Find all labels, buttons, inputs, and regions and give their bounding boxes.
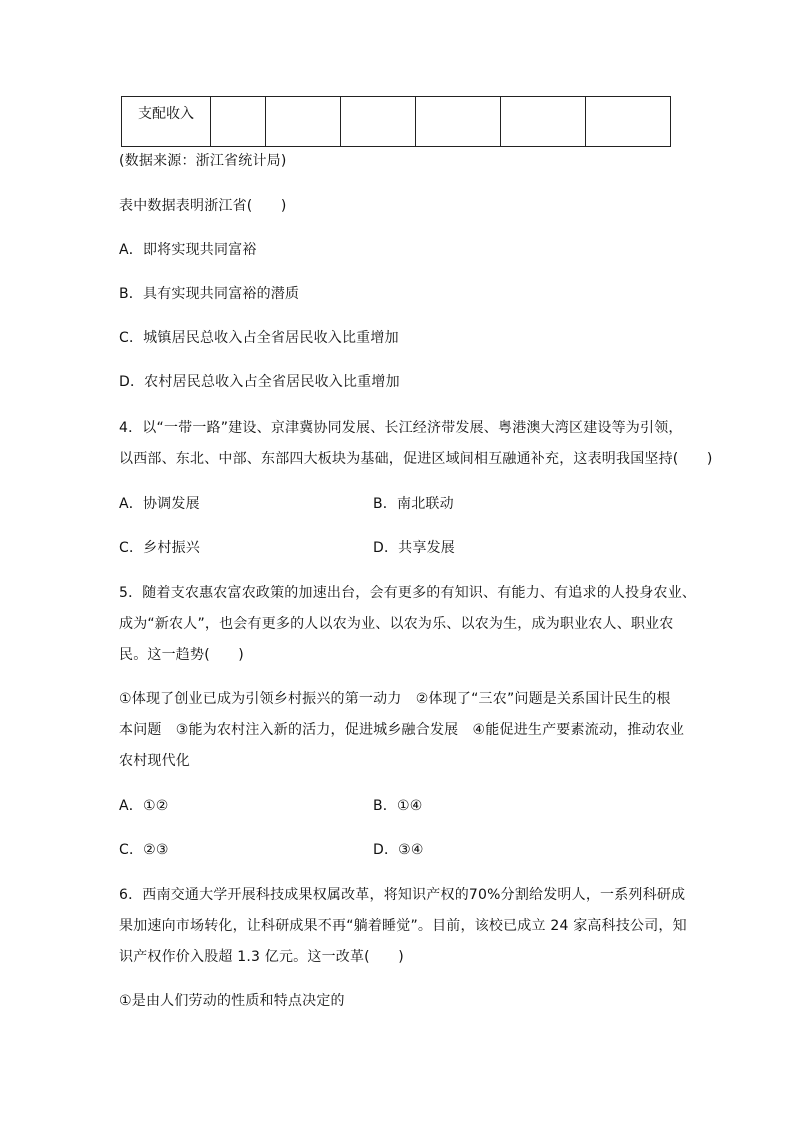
table-cell bbox=[501, 97, 586, 147]
q6-stem-line-2: 果加速向市场转化，让科研成果不再“躺着睡觉”。目前，该校已成立 24 家高科技公司，知 bbox=[119, 918, 687, 934]
q4-option-d: D．共享发展 bbox=[373, 540, 455, 556]
q5-option-c: C．②③ bbox=[119, 842, 169, 858]
q3-option-a: A．即将实现共同富裕 bbox=[119, 242, 257, 258]
q4-option-a: A．协调发展 bbox=[119, 496, 200, 512]
table-row bbox=[122, 97, 671, 147]
table-cell bbox=[266, 97, 341, 147]
q5-option-a: A．①② bbox=[119, 798, 169, 814]
partial-data-table bbox=[121, 96, 671, 147]
q5-stem-line-2: 成为“新农人”，也会有更多的人以农为业、以农为乐、以农为生，成为职业农人、职业农 bbox=[119, 616, 674, 632]
table-cell bbox=[341, 97, 416, 147]
q5-stem-line-3: 民。这一趋势( ) bbox=[119, 647, 244, 663]
row-label-cell: 支配收入 bbox=[122, 97, 211, 147]
table-cell bbox=[586, 97, 671, 147]
q5-stem-line-1: 5．随着支农惠农富农政策的加速出台，会有更多的有知识、有能力、有追求的人投身农业、 bbox=[119, 585, 697, 601]
q3-option-b: B．具有实现共同富裕的潜质 bbox=[119, 286, 300, 302]
q4-stem-line-2: 以西部、东北、中部、东部四大板块为基础，促进区域间相互融通补充，这表明我国坚持( ) bbox=[119, 451, 713, 467]
q5-statements-line-1: ①体现了创业已成为引领乡村振兴的第一动力 ②体现了“三农”问题是关系国计民生的根 bbox=[119, 691, 671, 707]
q3-option-c: C．城镇居民总收入占全省居民收入比重增加 bbox=[119, 330, 399, 346]
source-note: (数据来源：浙江省统计局) bbox=[119, 153, 287, 169]
q3-stem: 表中数据表明浙江省( ) bbox=[119, 198, 287, 214]
q6-statement-1: ①是由人们劳动的性质和特点决定的 bbox=[119, 993, 345, 1009]
q4-option-b: B．南北联动 bbox=[373, 496, 454, 512]
q6-stem-line-3: 识产权作价入股超 1.3 亿元。这一改革( ) bbox=[119, 949, 404, 965]
table-cell bbox=[211, 97, 266, 147]
q4-stem-line-1: 4．以“一带一路”建设、京津冀协同发展、长江经济带发展、粤港澳大湾区建设等为引领， bbox=[119, 420, 683, 436]
q4-option-c: C．乡村振兴 bbox=[119, 540, 200, 556]
q5-option-b: B．①④ bbox=[373, 798, 423, 814]
q5-statements-line-3: 农村现代化 bbox=[119, 753, 190, 769]
q5-statements-line-2: 本问题 ③能为农村注入新的活力，促进城乡融合发展 ④能促进生产要素流动，推动农业 bbox=[119, 722, 685, 738]
q5-option-d: D．③④ bbox=[373, 842, 424, 858]
q6-stem-line-1: 6．西南交通大学开展科技成果权属改革，将知识产权的70%分割给发明人，一系列科研成 bbox=[119, 887, 686, 903]
table-cell bbox=[416, 97, 501, 147]
q3-option-d: D．农村居民总收入占全省居民收入比重增加 bbox=[119, 374, 400, 390]
